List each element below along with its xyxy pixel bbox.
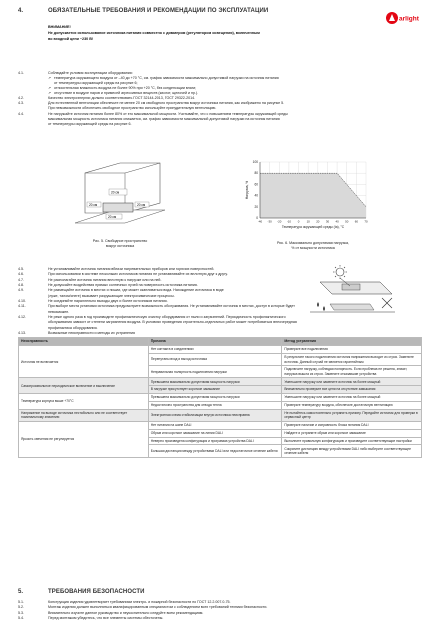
x-axis-label: Температура окружающей среды (ta), °C bbox=[281, 225, 345, 229]
y-tick-label: 0 bbox=[256, 216, 258, 220]
remedy-cell: В результате такого подключения источник напряжения выходит из строя. Замените источник. Данный случай не является гарантийным bbox=[282, 353, 422, 365]
table-row bbox=[19, 346, 422, 354]
troubleshooting-table bbox=[18, 337, 422, 458]
clause: максимальная мощность источника питания снижается, см. график зависимости максимальной допустимой нагрузки на источник питания bbox=[48, 117, 280, 122]
cause-cell: Обрыв или короткое замыкание на линии DALI bbox=[148, 429, 282, 437]
section-title bbox=[18, 588, 422, 596]
clauses-5 bbox=[18, 600, 422, 621]
remedy-cell: Проверьте наличие и исправность блока питания DALI bbox=[282, 421, 422, 429]
clause: 4.12. Не реже одного раза в год производите профилактическую очистку оборудования от пыли и загрязнений. Периодичность профилактического bbox=[18, 315, 286, 320]
sun-and-water-illustration bbox=[300, 264, 404, 322]
x-tick-label: 10 bbox=[306, 219, 310, 224]
y-tick-label: 20 bbox=[254, 204, 258, 209]
cause-cell: Превышена максимально допустимая мощность нагрузки bbox=[148, 394, 282, 402]
remedy-cell: Найдите и устраните обрыв или короткое замыкание bbox=[282, 429, 422, 437]
cause-cell: В нагрузке присутствует короткое замыкание bbox=[148, 386, 282, 394]
arlight-logo bbox=[384, 7, 422, 29]
remedy-cell: Не пытайтесь самостоятельно устранить причину. Передайте источник для проверки в сервисный центр bbox=[282, 409, 422, 421]
section-title-text: ОБЯЗАТЕЛЬНЫЕ ТРЕБОВАНИЯ И РЕКОМЕНДАЦИИ ПО ЭКСПЛУАТАЦИИ bbox=[48, 8, 269, 14]
table-row bbox=[19, 409, 422, 421]
fault-cell: Источник не включается bbox=[19, 346, 149, 378]
clause: 4.3. Для естественной вентиляции обеспечьте не менее 20 см свободного пространства вокруг источника питания, как изображено на рисунке 5. bbox=[18, 101, 285, 106]
list-item: ↗ отсутствие в воздухе паров и примесей агрессивных веществ (кислот, щелочей и пр.). bbox=[48, 90, 199, 95]
x-tick-label: -30 bbox=[267, 219, 272, 224]
water-drop-icon bbox=[317, 302, 325, 311]
y-tick-label: 60 bbox=[254, 182, 258, 187]
clause: 4.5. Не устанавливайте источник питания вблизи нагревательных приборов или горючих поверхностей. bbox=[18, 267, 215, 271]
header-cause: Причина bbox=[148, 338, 282, 346]
clause: 5.1. Конструкция изделия удовлетворяет требованиям электро- и пожарной безопасности по ГОСТ 12.2.007.0-75. bbox=[18, 600, 231, 605]
fault-cell: Напряжение на выходе источника нестабильно или не соответствует номинальному значению bbox=[19, 409, 149, 421]
remedy-cell: Проверьте температуру воздуха, обеспечьте достаточную вентиляцию bbox=[282, 401, 422, 409]
table-row bbox=[19, 378, 422, 386]
cause-cell: Неверно произведена конфигурация и программа устройства DALI bbox=[148, 437, 282, 445]
x-tick-label: 70 bbox=[364, 219, 368, 224]
warning-title: ВНИМАНИЕ! bbox=[48, 25, 71, 29]
clause: невозможен. bbox=[48, 309, 70, 314]
clause: 4.7. Не располагайте источник питания вплотную к нагрузке или на ней. bbox=[18, 277, 162, 282]
clause: (луже, талом/снеге) вызывает разрушающие электрохимические процессы. bbox=[48, 293, 175, 298]
fault-cell: Яркость свечения не регулируется bbox=[19, 421, 149, 457]
fault-cell: Температура корпуса выше +70°C bbox=[19, 394, 149, 410]
cause-cell: Превышена максимально допустимая мощность нагрузки bbox=[148, 378, 282, 386]
clause: 4.11. При выборе места установки источника предусмотрите возможность обслуживания. Не устанавливайте источник в местах, доступ в которые будет bbox=[18, 304, 295, 309]
list-item: ↗ температура окружающего воздуха от –40 до +70 °C, см. график зависимости максимально допустимой нагрузки на источник питания bbox=[48, 76, 279, 81]
figures-row bbox=[18, 158, 422, 258]
figure-5-free-space bbox=[65, 158, 175, 238]
warning-line-2: во входной цепи ~230 В! bbox=[48, 36, 94, 41]
sun-icon bbox=[333, 265, 347, 279]
clauses-4-1-to-4-4 bbox=[18, 71, 422, 128]
clause: 4.6. При использовании в системе нескольких источников питания не устанавливайте их вплотную друг к другу. bbox=[18, 272, 228, 277]
clause: 4.9. Не размещайте источник в местах и нишах, где может скапливаться вода. Нахождение источника в воде bbox=[18, 288, 224, 293]
remedy-cell: Уменьшите нагрузку или замените источник на более мощный bbox=[282, 378, 422, 386]
x-tick-label: 40 bbox=[335, 219, 339, 224]
clause: 4.2. Качество электроэнергии должно соответствовать ГОСТ 32144-2013, ГОСТ 29322-2014. bbox=[18, 95, 196, 100]
check-icon: ↗ bbox=[48, 90, 52, 95]
x-tick-label: -40 bbox=[257, 219, 263, 224]
clause: 4.4. Не нагружайте источник питания более 80% от его максимальной мощности. Учитывайте, что с повышением температуры окружающей среды bbox=[18, 111, 288, 116]
table-row bbox=[19, 394, 422, 402]
y-tick-label: 40 bbox=[254, 193, 258, 198]
x-tick-label: -20 bbox=[277, 219, 282, 224]
cause-cell: Перепутаны вход и выход источника bbox=[148, 353, 282, 365]
section-number: 5. bbox=[18, 589, 24, 595]
clause: обслуживания зависит от степени загрязнения воздуха. В условиях проведения строительно-отделочных работ может потребоваться внеочередная bbox=[48, 320, 297, 325]
clause: от температуры окружающей среды на рисунке 6. bbox=[48, 122, 132, 127]
clause: 5.4. Перед монтажом убедитесь, что все элементы системы обесточены. bbox=[18, 616, 164, 621]
remedy-cell: Внимательно проверьте все цепи на отсутствие замыкания bbox=[282, 386, 422, 394]
cause-cell: Недостаточно пространства для отвода тепла bbox=[148, 401, 282, 409]
y-tick-label: 80 bbox=[254, 171, 258, 176]
table-row bbox=[19, 421, 422, 429]
cause-cell: Нет контакта в соединениях bbox=[148, 346, 282, 354]
fig5-label: 20 см bbox=[111, 190, 120, 195]
prohibited-icon bbox=[382, 298, 392, 308]
cause-cell: Нет питания на шине DALI bbox=[148, 421, 282, 429]
x-tick-label: 60 bbox=[354, 219, 358, 224]
fig5-label: 20 см bbox=[89, 203, 98, 207]
x-tick-label: 30 bbox=[325, 219, 330, 224]
check-icon: ↗ bbox=[48, 76, 52, 81]
section-4-header bbox=[18, 7, 422, 27]
power-supply-icon bbox=[103, 203, 133, 212]
remedy-cell: Сократите дистанцию между устройствами DALI либо выберите соответствующее сечение кабеля bbox=[282, 445, 422, 457]
x-tick-label: 0 bbox=[297, 219, 300, 224]
cause-cell: Большая дистанция между устройствами DALI или недостаточное сечение кабеля bbox=[148, 445, 282, 457]
check-icon: ↗ bbox=[48, 86, 52, 91]
clause: профилактика оборудования. bbox=[48, 325, 98, 330]
list-item: ↗ относительная влажность воздуха не более 90% при +20 °C, без конденсации влаги; bbox=[48, 86, 197, 91]
cause-cell: Неправильная полярность подключения нагрузки bbox=[148, 366, 282, 378]
header-fault: Неисправность bbox=[19, 338, 149, 346]
figure-5-caption: Рис. 5. Свободное пространство вокруг источника bbox=[92, 239, 148, 248]
clause: 4.8. Не допускайте воздействия прямых солнечных лучей на поверхность источника питания. bbox=[18, 283, 198, 288]
logo-text: arlight bbox=[399, 15, 419, 23]
section-title-text: ТРЕБОВАНИЯ БЕЗОПАСНОСТИ bbox=[48, 589, 145, 595]
cause-cell: Электронная схема стабилизации внутри источника неисправна bbox=[148, 409, 282, 421]
remedy-cell: Выполните правильную конфигурацию и произведите соответствующие настройки bbox=[282, 437, 422, 445]
header-remedy: Метод устранения bbox=[282, 338, 422, 346]
clause: 5.3. Внимательно изучите данное руководство и неукоснительно следуйте всем рекомендациям. bbox=[18, 610, 204, 615]
fault-cell: Самопроизвольное периодическое включение и выключение bbox=[19, 378, 149, 394]
fig5-label: 20 см bbox=[108, 215, 117, 219]
figure-6-caption: Рис. 6. Максимально допустимая нагрузка, % от мощности источника bbox=[276, 241, 350, 250]
warning-line-1: Не допускается использование источника питания совместно с диммером (регулятором освещения), включенным bbox=[48, 30, 260, 35]
x-tick-label: 50 bbox=[345, 219, 349, 224]
warning-block bbox=[48, 25, 298, 43]
clause: 4.1. Соблюдайте условия эксплуатации оборудования: bbox=[18, 71, 133, 75]
fig5-label: 20 см bbox=[137, 203, 146, 207]
section-5 bbox=[18, 588, 422, 621]
clause: 5.2. Монтаж изделия должен выполняться квалифицированным специалистом с соблюдением всех требований техники безопасности. bbox=[18, 605, 268, 610]
x-tick-label: 20 bbox=[316, 219, 320, 224]
section-number: 4. bbox=[18, 8, 24, 14]
x-tick-label: -10 bbox=[286, 219, 292, 224]
series-area bbox=[260, 173, 366, 218]
list-item: от температуры окружающей среды на рисунке 6; bbox=[54, 81, 138, 86]
conditions-list bbox=[48, 76, 422, 95]
clause: При невозможности обеспечить свободное пространство используйте принудительную вентиляцию. bbox=[48, 106, 217, 111]
remedy-cell: Проверьте все подключения bbox=[282, 346, 422, 354]
clause: 4.13. Возможные неисправности и методы их устранения bbox=[18, 331, 135, 336]
y-tick-label: 100 bbox=[252, 160, 258, 164]
section-title bbox=[18, 7, 422, 15]
y-axis-label: Нагрузка, % bbox=[245, 180, 249, 200]
table-header-row bbox=[19, 338, 422, 346]
power-supply-icon bbox=[342, 284, 360, 290]
clause: 4.10. Не соединяйте параллельно выходы двух и более источников питания. bbox=[18, 299, 168, 304]
remedy-cell: Подключите нагрузку, соблюдая полярность. Если проблема не решена, значит, нагрузка вышла из строя. Замените отказавшие устройства bbox=[282, 366, 422, 378]
remedy-cell: Уменьшите нагрузку или замените источник на более мощный bbox=[282, 394, 422, 402]
